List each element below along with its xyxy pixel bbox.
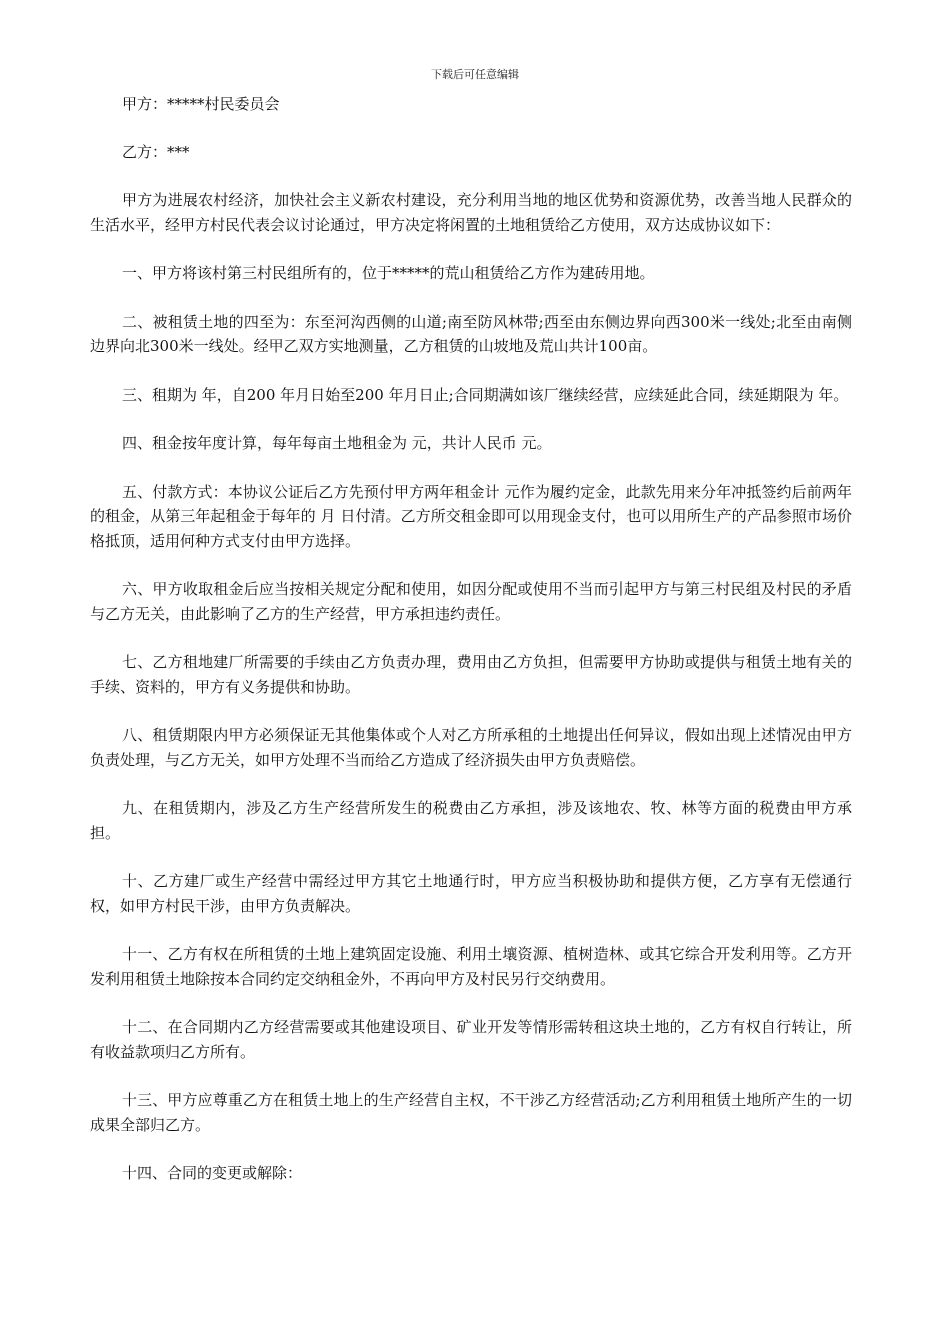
clause-5: 五、付款方式：本协议公证后乙方先预付甲方两年租金计 元作为履约定金，此款先用来分年冲抵签约后前两年的租金，从第三年起租金于每年的 月 日付清。乙方所交租金即可以用现金支付，也可以用所生产的产品参照市场价格抵顶，适用何种方式支付由甲方选择。	[90, 482, 852, 550]
clause-12: 十二、在合同期内乙方经营需要或其他建设项目、矿业开发等情形需转租这块土地的，乙方有权自行转让，所有收益款项归乙方所有。	[90, 1018, 852, 1061]
clause-14: 十四、合同的变更或解除：	[122, 1164, 303, 1182]
preamble-paragraph: 甲方为进展农村经济，加快社会主义新农村建设，充分利用当地的地区优势和资源优势，改善当地人民群众的生活水平，经甲方村民代表会议讨论通过，甲方决定将闲置的土地租赁给乙方使用，双方达成协议如下：	[90, 191, 852, 234]
clause-7: 七、乙方租地建厂所需要的手续由乙方负责办理，费用由乙方负担，但需要甲方协助或提供与租赁土地有关的手续、资料的，甲方有义务提供和协助。	[90, 653, 852, 696]
clause-8: 八、租赁期限内甲方必须保证无其他集体或个人对乙方所承租的土地提出任何异议，假如出现上述情况由甲方负责处理，与乙方无关，如甲方处理不当而给乙方造成了经济损失由甲方负责赔偿。	[90, 726, 852, 769]
clause-2: 二、被租赁土地的四至为：东至河沟西侧的山道;南至防风林带;西至由东侧边界向西300米一线处;北至由南侧边界向北300米一线处。经甲乙双方实地测量，乙方租赁的山坡地及荒山共计100亩。	[90, 312, 852, 355]
clause-3: 三、租期为 年，自200 年月日始至200 年月日止;合同期满如该厂继续经营，应续延此合同，续延期限为 年。	[122, 385, 849, 404]
clause-6: 六、甲方收取租金后应当按相关规定分配和使用，如因分配或使用不当而引起甲方与第三村民组及村民的矛盾与乙方无关，由此影响了乙方的生产经营，甲方承担违约责任。	[90, 580, 852, 623]
clause-13: 十三、甲方应尊重乙方在租赁土地上的生产经营自主权，不干涉乙方经营活动;乙方利用租赁土地所产生的一切成果全部归乙方。	[90, 1091, 852, 1134]
clause-4: 四、租金按年度计算，每年每亩土地租金为 元，共计人民币 元。	[122, 434, 552, 452]
party-a-line: 甲方：*****村民委员会	[122, 95, 280, 113]
party-b-line: 乙方：***	[122, 142, 190, 161]
clause-9: 九、在租赁期内，涉及乙方生产经营所发生的税费由乙方承担，涉及该地农、牧、林等方面的税费由甲方承担。	[90, 799, 852, 842]
clause-11: 十一、乙方有权在所租赁的土地上建筑固定设施、利用土壤资源、植树造林、或其它综合开发利用等。乙方开发利用租赁土地除按本合同约定交纳租金外，不再向甲方及村民另行交纳费用。	[90, 945, 852, 988]
clause-1: 一、甲方将该村第三村民组所有的，位于*****的荒山租赁给乙方作为建砖用地。	[122, 264, 655, 282]
document-body	[90, 92, 852, 1210]
clause-10: 十、乙方建厂或生产经营中需经过甲方其它土地通行时，甲方应当积极协助和提供方便，乙方享有无偿通行权，如甲方村民干涉，由甲方负责解决。	[90, 872, 852, 915]
header-note: 下载后可任意编辑	[431, 68, 519, 81]
